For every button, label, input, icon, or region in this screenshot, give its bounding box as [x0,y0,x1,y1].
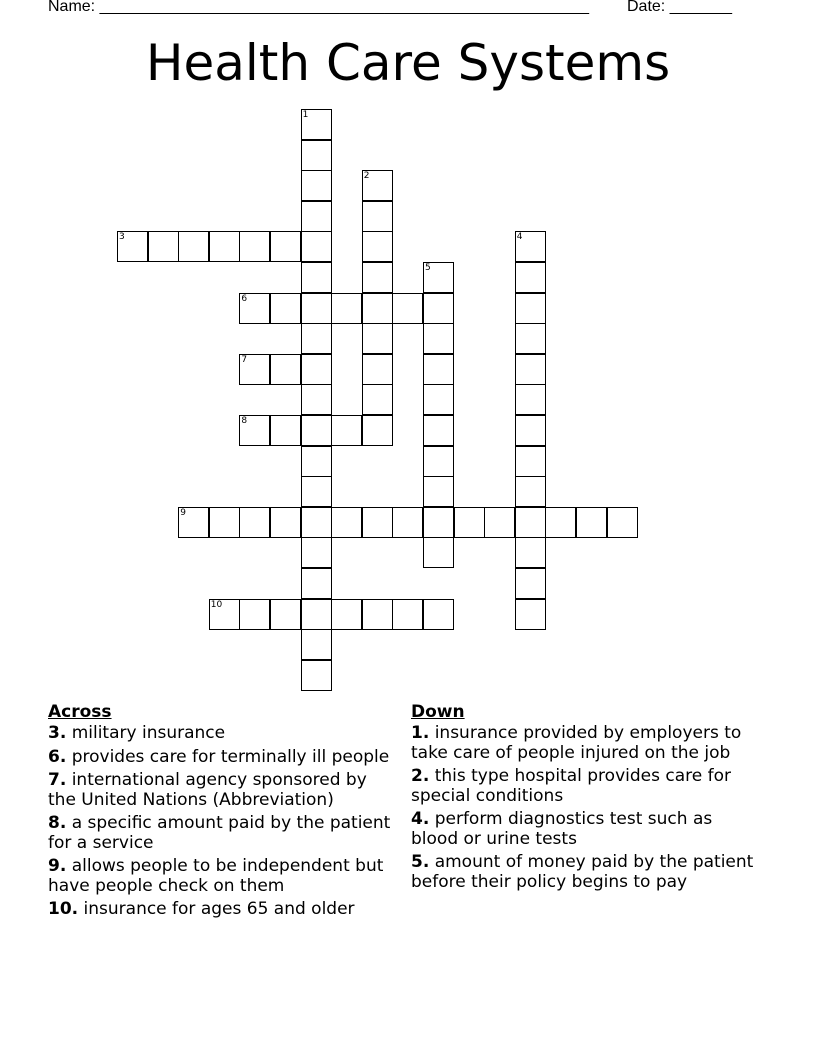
clue-number: 5. [411,852,430,872]
crossword-cell[interactable] [239,507,270,538]
clue-item [48,771,393,810]
clue-item [411,853,756,892]
clue-text: allows people to be independent but have people check on them [48,856,384,896]
crossword-cell[interactable] [362,323,393,354]
crossword-cell[interactable] [423,384,454,415]
crossword-cell[interactable] [484,507,515,538]
crossword-cell[interactable] [301,415,332,446]
crossword-cell[interactable] [301,170,332,201]
crossword-cell[interactable] [515,599,546,630]
crossword-cell[interactable] [607,507,638,538]
crossword-cell[interactable] [209,507,240,538]
crossword-cell[interactable] [515,446,546,477]
crossword-cell[interactable] [515,354,546,385]
cell-number: 2 [363,171,370,182]
crossword-cell[interactable] [331,293,362,324]
clue-text: insurance for ages 65 and older [78,899,355,919]
clue-text: international agency sponsored by the United Nations (Abbreviation) [48,770,367,810]
cell-number: 6 [241,293,248,304]
crossword-cell[interactable] [423,323,454,354]
clue-number: 10. [48,899,79,919]
crossword-cell[interactable] [301,201,332,232]
crossword-cell[interactable] [362,354,393,385]
crossword-cell[interactable] [423,599,454,630]
crossword-cell[interactable] [545,507,576,538]
clue-number: 9. [48,856,67,876]
clue-text: this type hospital provides care for special conditions [411,766,731,806]
clue-text: perform diagnostics test such as blood or urine tests [411,809,713,849]
crossword-cell[interactable] [515,262,546,293]
crossword-cell[interactable] [515,568,546,599]
crossword-cell[interactable] [301,507,332,538]
clue-number: 4. [411,809,430,829]
crossword-cell[interactable] [423,293,454,324]
crossword-cell[interactable] [423,354,454,385]
crossword-cell[interactable] [576,507,607,538]
crossword-cell[interactable] [392,507,423,538]
crossword-cell[interactable] [148,231,179,262]
name-label: Name: _______________________________________________________ [48,0,589,15]
crossword-cell[interactable] [515,537,546,568]
crossword-cell[interactable] [301,568,332,599]
clue-item [48,748,393,768]
across-clues [48,702,393,924]
crossword-cell[interactable] [515,231,546,262]
cell-number: 7 [241,354,248,365]
crossword-cell[interactable] [239,354,270,385]
crossword-cell[interactable] [362,599,393,630]
crossword-cell[interactable] [301,354,332,385]
clue-item [411,810,756,849]
clue-number: 3. [48,723,67,743]
crossword-cell[interactable] [515,415,546,446]
crossword-cell[interactable] [301,660,332,691]
crossword-cell[interactable] [301,629,332,660]
crossword-cell[interactable] [515,293,546,324]
clue-number: 1. [411,723,430,743]
crossword-cell[interactable] [178,507,209,538]
clue-text: insurance provided by employers to take care of people injured on the job [411,723,742,763]
clue-item [48,900,393,920]
down-heading: Down [411,702,465,722]
clue-number: 2. [411,766,430,786]
crossword-cell[interactable] [362,384,393,415]
crossword-cell[interactable] [392,599,423,630]
crossword-cell[interactable] [239,599,270,630]
crossword-cell[interactable] [515,384,546,415]
crossword-cell[interactable] [423,476,454,507]
crossword-cell[interactable] [301,293,332,324]
crossword-cell[interactable] [270,507,301,538]
crossword-cell[interactable] [454,507,485,538]
crossword-cell[interactable] [301,109,332,140]
crossword-cell[interactable] [209,231,240,262]
crossword-cell[interactable] [331,415,362,446]
clue-text: a specific amount paid by the patient for a service [48,813,391,853]
across-heading: Across [48,702,112,722]
clue-item [411,724,756,763]
date-label: Date: _______ [627,0,732,15]
crossword-cell[interactable] [423,415,454,446]
crossword-cell[interactable] [209,599,240,630]
clue-text: military insurance [66,723,226,743]
down-clue-list [411,724,756,892]
crossword-cell[interactable] [239,231,270,262]
crossword-cell[interactable] [178,231,209,262]
down-clues [411,702,756,896]
clue-item [48,857,393,896]
crossword-cell[interactable] [362,170,393,201]
crossword-cell[interactable] [423,537,454,568]
crossword-cell[interactable] [362,201,393,232]
cell-number: 3 [119,232,125,243]
cell-number: 1 [302,110,309,120]
crossword-cell[interactable] [270,354,301,385]
clue-number: 7. [48,770,67,790]
crossword-cell[interactable] [270,231,301,262]
crossword-cell[interactable] [515,507,546,538]
crossword-cell[interactable] [301,537,332,568]
clue-item [48,814,393,853]
clue-number: 8. [48,813,67,833]
crossword-cell[interactable] [301,323,332,354]
crossword-cell[interactable] [423,262,454,293]
crossword-cell[interactable] [362,262,393,293]
clue-text: amount of money paid by the patient before their policy begins to pay [411,852,754,892]
crossword-cell[interactable] [515,323,546,354]
crossword-cell[interactable] [331,599,362,630]
clue-text: provides care for terminally ill people [66,746,390,767]
crossword-cell[interactable] [362,415,393,446]
crossword-cell[interactable] [301,231,332,262]
crossword-cell[interactable] [270,415,301,446]
crossword-cell[interactable] [515,476,546,507]
crossword-cell[interactable] [423,446,454,477]
crossword-cell[interactable] [239,293,270,324]
clue-item [48,724,393,744]
crossword-cell[interactable] [362,293,393,324]
clue-item [411,767,756,806]
crossword-cell[interactable] [301,262,332,293]
crossword-cell[interactable] [270,599,301,630]
crossword-cell[interactable] [362,507,393,538]
cell-number: 10 [210,599,223,610]
crossword-cell[interactable] [331,507,362,538]
cell-number: 5 [425,263,431,273]
crossword-cell[interactable] [423,507,454,538]
clue-number: 6. [48,746,67,767]
crossword-cell[interactable] [301,384,332,415]
cell-number: 9 [180,507,186,518]
crossword-cell[interactable] [362,231,393,262]
crossword-cell[interactable] [270,293,301,324]
crossword-cell[interactable] [117,231,148,262]
crossword-cell[interactable] [301,140,332,171]
across-clue-list [48,724,393,920]
crossword-cell[interactable] [301,599,332,630]
cell-number: 4 [516,232,523,243]
crossword-cell[interactable] [239,415,270,446]
cell-number: 8 [241,416,248,426]
crossword-cell[interactable] [301,446,332,477]
crossword-cell[interactable] [301,476,332,507]
page-title: Health Care Systems [145,34,671,92]
crossword-cell[interactable] [392,293,423,324]
